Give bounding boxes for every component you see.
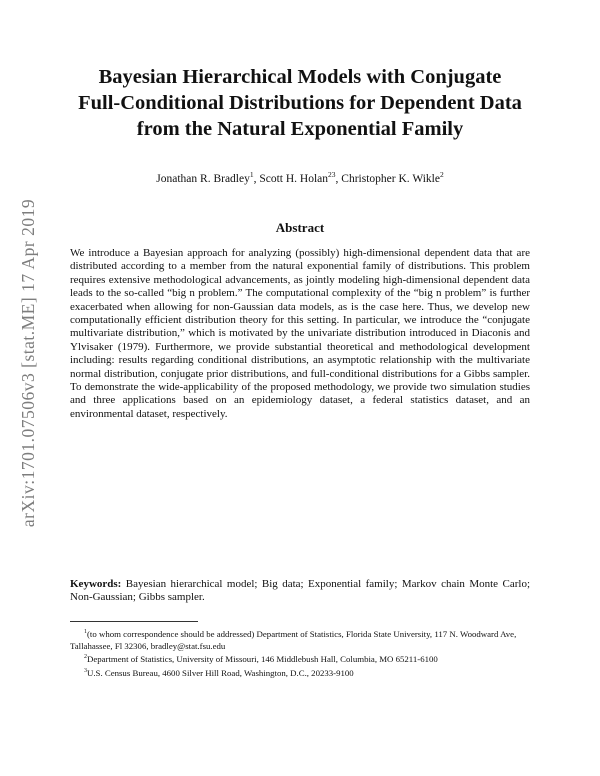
footnotes xyxy=(70,627,530,679)
abstract-body: We introduce a Bayesian approach for analyzing (possibly) high-dimensional dependent data that are distributed according to a member from the natural exponential family of distributions. This problem requires extensive methodological advancements, as jointly modeling high-dimensional dependent data leads to the so-called “big n problem.” The computational complexity of the “big n problem” is further exacerbated when allowing for non-Gaussian data models, as is the case here. Thus, we develop new computationally efficient distribution theory for this setting. In particular, we introduce the “conjugate multivariate distribution,” which is motivated by the univariate distribution introduced in Diaconis and Ylvisaker (1979). Furthermore, we provide substantial theoretical and methodological development including: results regarding conditional distributions, an asymptotic relationship with the multivariate normal distribution, conjugate prior distributions, and full-conditional distributions for a Gibbs sampler. To demonstrate the wide-applicability of the proposed methodology, we provide two simulation studies and three applications based on an epidemiology dataset, a federal statistics dataset, and an environmental dataset, respectively. xyxy=(70,247,530,420)
keywords xyxy=(70,578,530,605)
title-line: Full-Conditional Distributions for Dependent Data xyxy=(78,92,522,114)
footnote-text: Department of Statistics, University of Missouri, 146 Middlebush Hall, Columbia, MO 65211-6100 xyxy=(87,654,438,665)
author-name: Scott H. Holan xyxy=(259,172,329,185)
footnote-rule xyxy=(70,621,198,622)
footnote xyxy=(70,652,530,666)
footnote-mark: 1 xyxy=(84,629,87,635)
keywords-label: Keywords: xyxy=(70,578,122,590)
title-line: Bayesian Hierarchical Models with Conjugate xyxy=(98,66,502,88)
keywords-text: Bayesian hierarchical model; Big data; Exponential family; Markov chain Monte Carlo; Non-Gaussian; Gibbs sampler. xyxy=(70,578,531,604)
author-affiliation-mark: 23 xyxy=(328,170,336,179)
paper-title xyxy=(70,64,530,142)
author-name: Christopher K. Wikle xyxy=(341,172,440,185)
footnote xyxy=(70,666,530,680)
arxiv-identifier: arXiv:1701.07506v3 [stat.ME] 17 Apr 2019 xyxy=(18,198,38,528)
footnote-text: U.S. Census Bureau, 4600 Silver Hill Road, Washington, D.C., 20233-9100 xyxy=(87,667,354,678)
author-name: Jonathan R. Bradley xyxy=(156,172,250,185)
author-affiliation-mark: 1 xyxy=(249,170,254,179)
abstract-heading: Abstract xyxy=(275,220,325,235)
footnote-mark: 3 xyxy=(84,667,87,674)
author-affiliation-mark: 2 xyxy=(439,170,444,179)
footnote-text: (to whom correspondence should be addressed) Department of Statistics, Florida State University, 117 N. Woodward Ave, Tallahassee, Fl 32306, bradley@stat.fsu.edu xyxy=(70,628,517,651)
title-line: from the Natural Exponential Family xyxy=(136,118,464,140)
footnote-mark: 2 xyxy=(84,654,87,661)
author-list: Jonathan R. Bradley$^1$, Scott H. Holan$^{23}$, Christopher K. Wikle$^2$ xyxy=(156,170,444,185)
footnote xyxy=(70,627,530,652)
